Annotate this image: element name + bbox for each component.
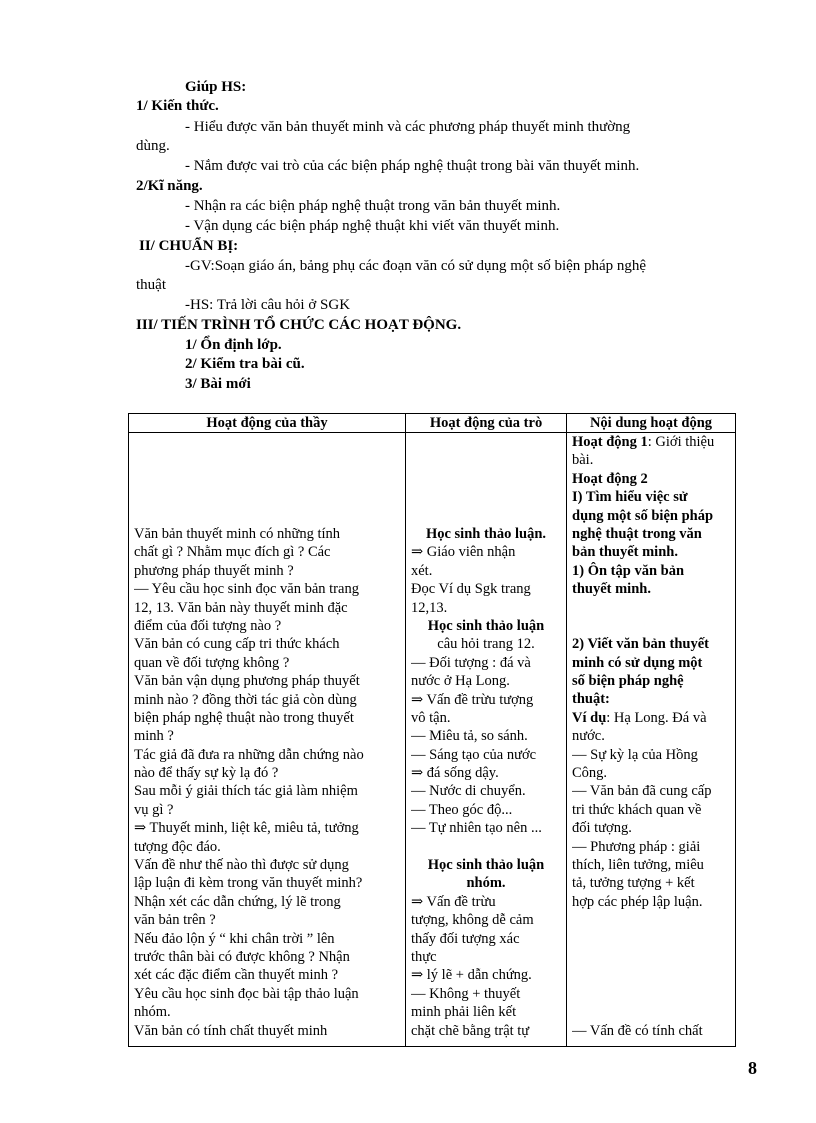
teacher-line: Văn bản có cung cấp tri thức khách <box>134 636 340 653</box>
student-line: — Đối tượng : đá và <box>411 654 531 671</box>
knowledge-heading: 1/ Kiến thức. <box>136 98 219 114</box>
page-number: 8 <box>748 1058 757 1078</box>
teacher-line: lập luận đi kèm trong văn thuyết minh? <box>134 875 363 892</box>
content-subheading: minh có sử dụng một <box>572 654 703 671</box>
content-activity-1 <box>572 433 730 451</box>
teacher-line: Vấn đề như thế nào thì được sử dụng <box>134 857 349 874</box>
prep-line: -HS: Trả lời câu hỏi ở SGK <box>185 297 351 313</box>
teacher-line: trước thân bài có được không ? Nhận <box>134 948 350 965</box>
header-content: Nội dung hoạt động <box>567 414 736 433</box>
lesson-table <box>128 413 736 1047</box>
step-item: 2/ Kiểm tra bài cũ. <box>185 356 305 372</box>
teacher-line: 12, 13. Văn bản này thuyết minh đặc <box>134 599 348 616</box>
step-item: 1/ Ổn định lớp. <box>185 337 282 353</box>
student-line: tượng, không dễ cảm <box>411 912 534 929</box>
teacher-line: — Yêu cầu học sinh đọc văn bản trang <box>134 581 359 598</box>
knowledge-line: - Nắm được vai trò của các biện pháp nghệ thuật trong bài văn thuyết minh. <box>185 158 640 174</box>
teacher-line: điểm của đối tượng nào ? <box>134 617 282 634</box>
content-line: tả, tưởng tượng + kết <box>572 875 695 892</box>
student-line: ⇒ đá sống dậy. <box>411 765 499 782</box>
process-heading: III/ TIẾN TRÌNH TỔ CHỨC CÁC HOẠT ĐỘNG. <box>136 317 462 333</box>
prep-heading: II/ CHUẨN BỊ: <box>139 238 239 254</box>
teacher-line: nhóm. <box>134 1004 171 1021</box>
intro-help: Giúp HS: <box>185 79 247 95</box>
content-activity-2: Hoạt động 2 <box>572 470 648 487</box>
student-line: ⇒ lý lẽ + dẫn chứng. <box>411 967 532 984</box>
teacher-line: biện pháp nghệ thuật nào trong thuyết <box>134 709 354 726</box>
teacher-line: vụ gì ? <box>134 801 174 818</box>
teacher-line: văn bản trên ? <box>134 912 216 929</box>
content-line: — Phương pháp : giải <box>572 838 701 855</box>
student-line: — Nước di chuyển. <box>411 783 526 800</box>
student-line: Đọc Ví dụ Sgk trang <box>411 581 531 598</box>
student-line: chặt chẽ bằng trật tự <box>411 1022 530 1039</box>
student-discussion: nhóm. <box>466 875 506 892</box>
content-line: — Vấn đề có tính chất <box>572 1022 703 1039</box>
student-line: thấy đối tượng xác <box>411 930 520 947</box>
content-section-heading: bản thuyết minh. <box>572 544 678 561</box>
student-discussion: Học sinh thảo luận. <box>425 526 547 542</box>
student-discussion: Học sinh thảo luận <box>427 617 545 634</box>
prep-line: thuật <box>136 277 166 293</box>
teacher-line: minh nào ? đồng thời tác giả còn dùng <box>134 691 357 708</box>
content-line: đối tượng. <box>572 820 632 837</box>
student-cell <box>406 433 567 1047</box>
content-cell <box>567 433 736 1047</box>
student-line: ⇒ Vấn đề trừu tượng <box>411 691 534 708</box>
student-line: ⇒ Giáo viên nhận <box>411 544 516 561</box>
content-example <box>572 709 730 727</box>
header-teacher: Hoạt động của thầy <box>129 414 406 433</box>
skills-heading: 2/Kĩ năng. <box>136 178 203 194</box>
content-section-heading: I) Tìm hiểu việc sử <box>572 489 688 506</box>
student-line: — Tự nhiên tạo nên ... <box>411 820 542 837</box>
content-line: — Văn bản đã cung cấp <box>572 783 712 800</box>
student-line: vô tận. <box>411 709 451 726</box>
teacher-line: Văn bản có tính chất thuyết minh <box>134 1022 328 1039</box>
teacher-line: Văn bản vận dụng phương pháp thuyết <box>134 673 360 690</box>
table-header-row <box>129 414 736 433</box>
content-example-label: Ví dụ <box>572 709 607 726</box>
student-discussion: Học sinh thảo luận <box>427 857 545 874</box>
content-example-text: : Hạ Long. Đá và <box>606 709 707 726</box>
skills-line: - Vận dụng các biện pháp nghệ thuật khi viết văn thuyết minh. <box>185 218 560 234</box>
header-student: Hoạt động của trò <box>406 414 567 433</box>
teacher-line: phương pháp thuyết minh ? <box>134 562 294 579</box>
student-line: — Sáng tạo của nước <box>411 746 537 763</box>
student-line: nước ở Hạ Long. <box>411 673 510 690</box>
content-line: thích, liên tưởng, miêu <box>572 856 704 873</box>
content-line: tri thức khách quan về <box>572 801 702 818</box>
content-subheading: 2) Viết văn bản thuyết <box>572 636 709 653</box>
content-subheading: thuật: <box>572 691 610 708</box>
content-section-heading: dụng một số biện pháp <box>572 507 714 524</box>
content-subheading: 1) Ôn tập văn bản <box>572 562 685 579</box>
content-line: Công. <box>572 765 608 782</box>
content-section-heading: nghệ thuật trong văn <box>572 525 702 542</box>
content-line: bài. <box>572 452 594 469</box>
teacher-line: Yêu cầu học sinh đọc bài tập thảo luận <box>134 985 359 1002</box>
student-line: xét. <box>411 562 433 579</box>
student-line: câu hỏi trang 12. <box>437 636 535 653</box>
content-subheading: số biện pháp nghệ <box>572 673 684 690</box>
skills-line: - Nhận ra các biện pháp nghệ thuật trong văn bản thuyết minh. <box>185 198 561 214</box>
prep-line: -GV:Soạn giáo án, bảng phụ các đoạn văn có sử dụng một số biện pháp nghệ <box>185 258 647 274</box>
teacher-line: ⇒ Thuyết minh, liệt kê, miêu tả, tưởng <box>134 820 359 837</box>
student-line: thực <box>411 948 437 965</box>
teacher-line: Văn bản thuyết minh có những tính <box>134 526 340 542</box>
content-line: — Sự kỳ lạ của Hồng <box>572 746 698 763</box>
teacher-line: Nhận xét các dẫn chứng, lý lẽ trong <box>134 893 341 910</box>
student-line: minh phải liên kết <box>411 1004 517 1021</box>
student-line: — Miêu tả, so sánh. <box>411 728 528 745</box>
knowledge-line: dùng. <box>136 138 170 154</box>
student-line: ⇒ Vấn đề trừu <box>411 893 496 910</box>
student-line: 12,13. <box>411 599 448 616</box>
content-line: nước. <box>572 728 605 745</box>
teacher-line: Nếu đảo lộn ý “ khi chân trời ” lên <box>134 930 335 947</box>
teacher-line: minh ? <box>134 728 174 745</box>
teacher-line: xét các đặc điểm cần thuyết minh ? <box>134 967 339 984</box>
step-item: 3/ Bài mới <box>185 376 251 392</box>
teacher-line: tượng độc đáo. <box>134 838 221 855</box>
teacher-line: Sau mỗi ý giải thích tác giả làm nhiệm <box>134 783 358 800</box>
student-line: — Theo góc độ... <box>411 801 513 818</box>
student-line: — Không + thuyết <box>411 985 521 1002</box>
table-row <box>129 433 736 1047</box>
content-activity-1-label: Hoạt động 1 <box>572 434 648 450</box>
knowledge-line: - Hiểu được văn bản thuyết minh và các phương pháp thuyết minh thường <box>185 119 631 135</box>
content-activity-1-text: : Giới thiệu <box>647 434 715 450</box>
teacher-cell <box>129 433 406 1047</box>
teacher-line: Tác giả đã đưa ra những dẫn chứng nào <box>134 746 364 763</box>
teacher-line: quan về đối tượng không ? <box>134 654 290 671</box>
content-line: hợp các phép lập luận. <box>572 893 703 910</box>
teacher-line: chất gì ? Nhằm mục đích gì ? Các <box>134 544 331 561</box>
teacher-line: nào để thấy sự kỳ lạ đó ? <box>134 765 279 782</box>
content-subheading: thuyết minh. <box>572 581 651 598</box>
